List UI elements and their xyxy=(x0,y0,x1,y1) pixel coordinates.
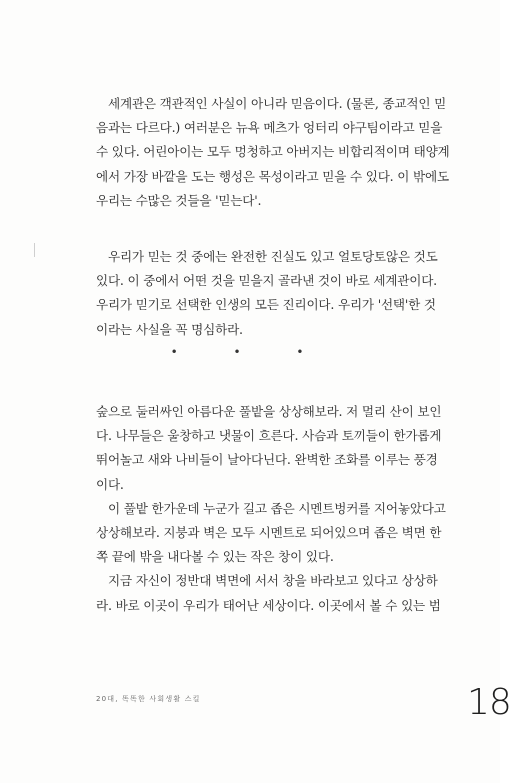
text-line: 뛰어놀고 새와 나비들이 날아다닌다. 완벽한 조화를 이루는 풍경 xyxy=(96,452,438,468)
text-line: 라. 바로 이곳이 우리가 태어난 세상이다. 이곳에서 볼 수 있는 범 xyxy=(96,597,441,613)
running-title: 20대, 똑똑한 사회생활 스킬 xyxy=(96,695,201,703)
text-line: 우리가 믿기로 선택한 인생의 모든 진리이다. 우리가 '선택'한 것 xyxy=(96,297,436,313)
margin-mark xyxy=(34,243,35,257)
text-line: 세계관은 객관적인 사실이 아니라 믿음이다. (물론, 종교적인 믿 xyxy=(108,96,447,111)
text-line: 음과는 다르다.) 여러분은 뉴욕 메츠가 엉터리 야구팀이라고 믿을 xyxy=(96,120,443,136)
text-line: 에서 가장 바깥을 도는 행성은 목성이라고 믿을 수 있다. 이 밖에도 xyxy=(96,168,449,184)
paragraph-worldview-definition xyxy=(96,92,458,213)
text-line: 다. 나무들은 울창하고 냇물이 흐른다. 사슴과 토끼들이 한가롭게 xyxy=(96,428,442,444)
text-line: 숲으로 둘러싸인 아름다운 풀밭을 상상해보라. 저 멀리 산이 보인 xyxy=(96,404,442,419)
text-line: 상상해보라. 지붕과 벽은 모두 시멘트로 되어있으며 좁은 벽면 한 xyxy=(96,525,442,541)
text-line: 이 풀밭 한가운데 누군가 길고 좁은 시멘트벙커를 지어놓았다고 xyxy=(108,500,446,516)
section-imagine-meadow xyxy=(96,400,458,618)
text-line: 수 있다. 어린아이는 모두 멍청하고 아버지는 비합리적이며 태양계 xyxy=(96,144,450,160)
text-line: 쪽 끝에 밖을 내다볼 수 있는 작은 창이 있다. xyxy=(96,549,334,565)
text-line: 지금 자신이 정반대 벽면에 서서 창을 바라보고 있다고 상상하 xyxy=(108,573,438,589)
text-line: 우리는 수많은 것들을 '믿는다'. xyxy=(96,192,262,208)
text-line: 이라는 사실을 꼭 명심하라. xyxy=(96,321,243,337)
paragraph-worldview-choice xyxy=(96,245,458,342)
text-line: 있다. 이 중에서 어떤 것을 믿을지 골라낸 것이 바로 세계관이다. xyxy=(96,273,437,289)
section-separator: • • • xyxy=(170,345,330,359)
text-line: 이다. xyxy=(96,476,124,492)
text-line: 우리가 믿는 것 중에는 완전한 진실도 있고 얼토당토않은 것도 xyxy=(108,249,438,264)
page-number: 18 xyxy=(467,682,511,723)
